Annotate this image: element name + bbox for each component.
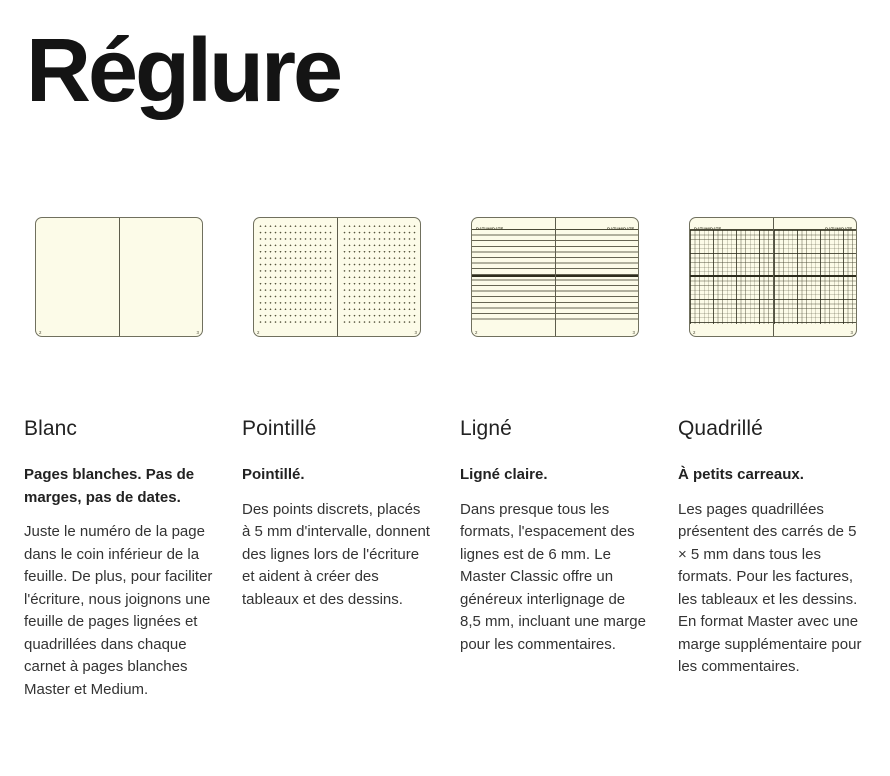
ruling-columns <box>0 217 890 701</box>
column-subtitle: Pointillé. <box>242 466 305 483</box>
column-body: Des points discrets, placés à 5 mm d'intervalle, donnent des lignes lors de l'écriture et aident à créer des tableaux et des dessins. <box>242 500 430 608</box>
notebook-left-page <box>254 218 338 336</box>
page-number: 3 <box>196 330 199 335</box>
page-number: 3 <box>632 330 635 335</box>
page-number: 3 <box>414 330 417 335</box>
column-heading: Blanc <box>24 417 78 440</box>
notebook-preview-dots <box>253 217 421 337</box>
column-body: Dans presque tous les formats, l'espacement des lignes est de 6 mm. Le Master Classic offre un généreux interlignage de 8,5 mm, incluant une marge pour les commentaires. <box>460 500 646 653</box>
date-header <box>472 218 555 230</box>
dot-grid-pattern <box>258 223 333 325</box>
column-ligne <box>460 217 654 701</box>
date-header <box>690 218 773 230</box>
column-quadrille <box>678 217 872 701</box>
square-grid-pattern <box>774 230 857 324</box>
page-number: 2 <box>475 330 478 335</box>
column-subtitle: Pages blanches. Pas de marges, pas de dates. <box>24 466 195 506</box>
column-subtitle: Ligné claire. <box>460 466 548 483</box>
notebook-right-page <box>120 218 203 336</box>
date-header <box>556 218 639 230</box>
dot-grid-pattern <box>342 223 417 325</box>
datum-date-label: DATUM/DATE <box>606 227 634 230</box>
notebook-left-page <box>472 218 556 336</box>
column-body: Les pages quadrillées présentent des carrés de 5 × 5 mm dans tous les formats. Pour les factures, les tableaux et les dessins. En format Master avec une marge supplémentaire pour les commentaires. <box>678 500 862 675</box>
datum-date-label: DATUM/DATE <box>694 227 722 230</box>
page-number: 2 <box>39 330 42 335</box>
notebook-preview-blank <box>35 217 203 337</box>
notebook-right-page <box>556 218 639 336</box>
notebook-preview-grid <box>689 217 857 337</box>
ruled-lines-pattern <box>556 230 639 324</box>
date-header <box>774 218 857 230</box>
column-heading: Ligné <box>460 417 512 440</box>
notebook-right-page <box>338 218 421 336</box>
column-heading: Pointillé <box>242 417 317 440</box>
page-number: 2 <box>693 330 696 335</box>
square-grid-pattern <box>690 230 773 324</box>
notebook-right-page <box>774 218 857 336</box>
page-number: 3 <box>850 330 853 335</box>
notebook-left-page <box>36 218 120 336</box>
notebook-preview-lines <box>471 217 639 337</box>
page-number: 2 <box>257 330 260 335</box>
datum-date-label: DATUM/DATE <box>476 227 504 230</box>
datum-date-label: DATUM/DATE <box>824 227 852 230</box>
page-title: Réglure <box>26 21 341 121</box>
column-blanc <box>24 217 218 701</box>
column-pointille <box>242 217 436 701</box>
column-heading: Quadrillé <box>678 417 763 440</box>
column-body: Juste le numéro de la page dans le coin inférieur de la feuille. De plus, pour faciliter l'écriture, nous joignons une feuille de pages lignées et quadrillées dans chaque carnet à pages blanches Master et Medium. <box>24 523 213 698</box>
column-subtitle: À petits carreaux. <box>678 466 804 483</box>
ruled-lines-pattern <box>472 230 555 324</box>
notebook-left-page <box>690 218 774 336</box>
